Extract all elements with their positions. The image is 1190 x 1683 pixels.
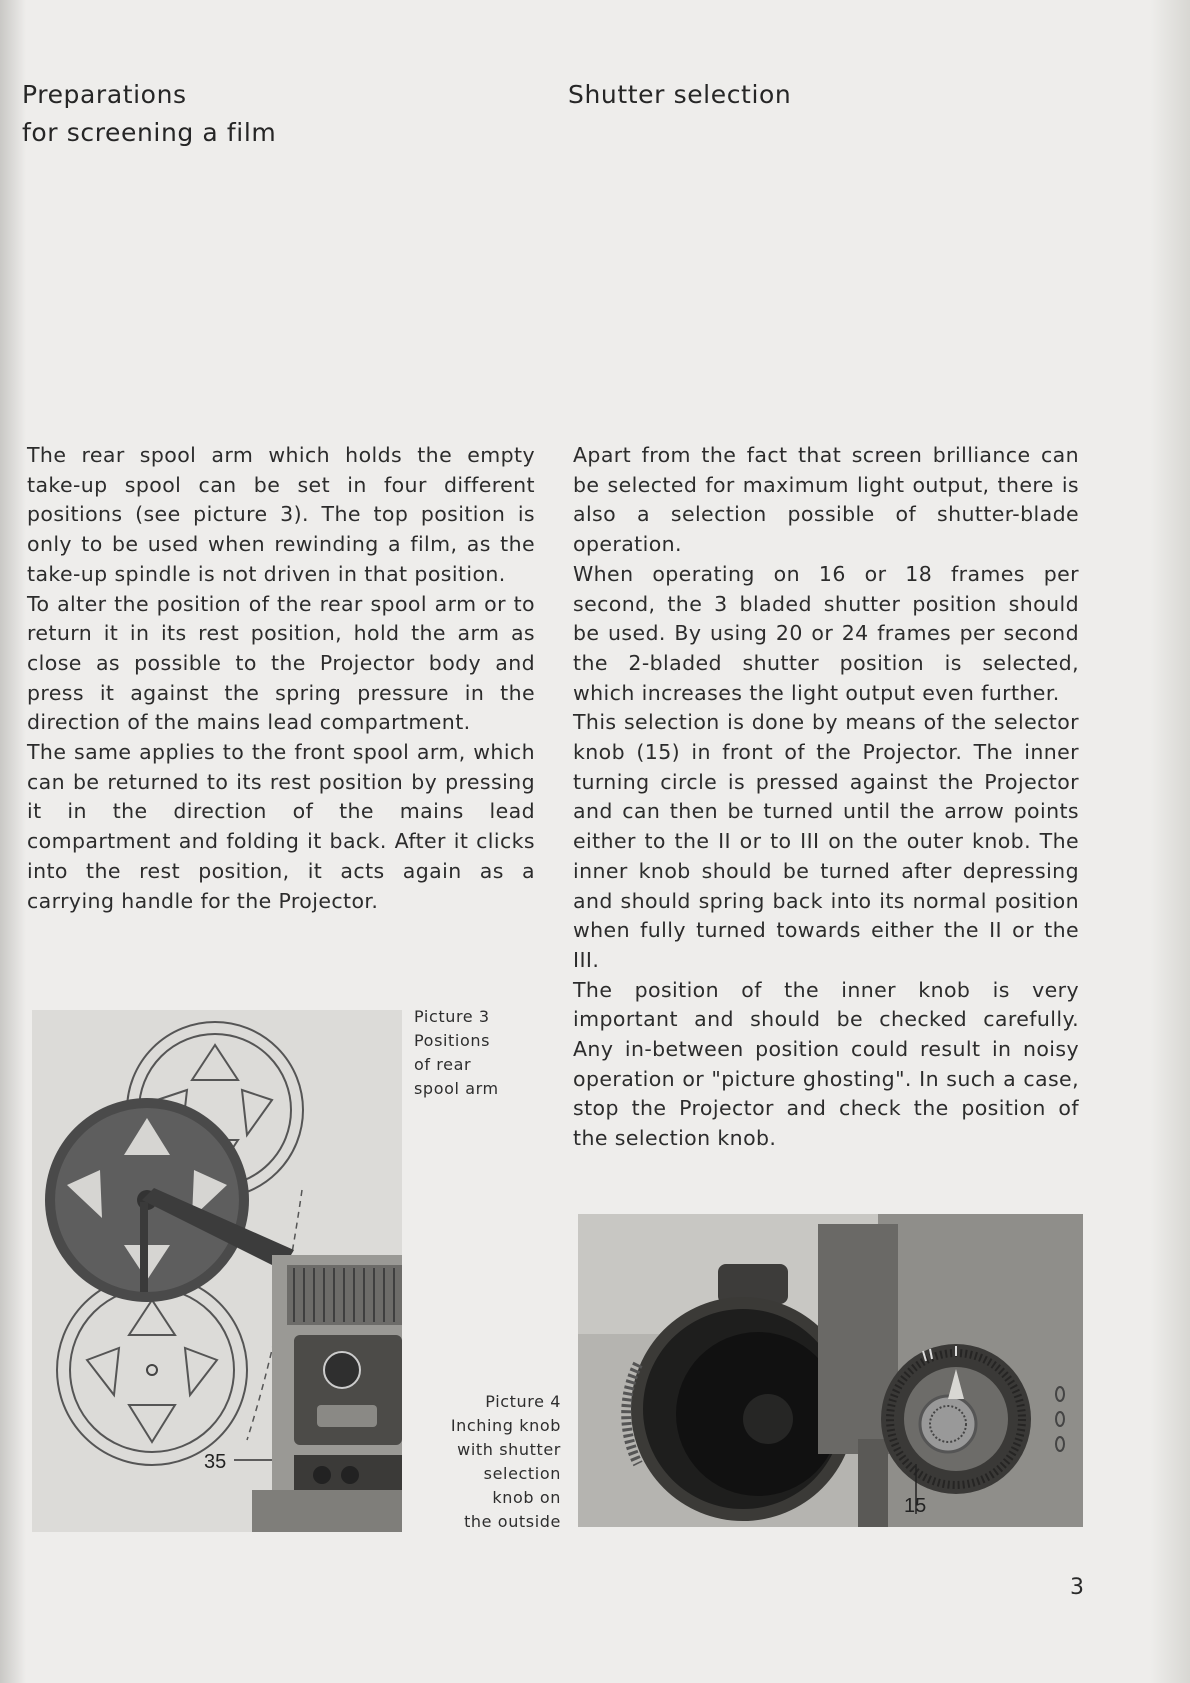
- caption-line: knob on: [492, 1488, 561, 1507]
- page-shadow-left: [0, 0, 26, 1683]
- paragraph: This selection is done by means of the selector knob (15) in front of the Projector. The inner turning circle is pressed against the Projector and can then be turned until the arrow points either to the II or to III on the outer knob. The inner knob should be turned after depressing and should spring back into its normal position when fully turned towards either the II or the III.: [573, 710, 1079, 972]
- page-number: 3: [1070, 1575, 1084, 1600]
- right-body-text: [573, 441, 1079, 1154]
- caption-line: Picture 4: [485, 1392, 561, 1411]
- picture-3-caption: [414, 1005, 499, 1101]
- caption-line: selection: [483, 1464, 561, 1483]
- picture-4-shutter-knob: [578, 1214, 1083, 1527]
- paragraph: When operating on 16 or 18 frames per second, the 3 bladed shutter position should be used. By using 20 or 24 frames per second the 2-bladed shutter position is selected, which increases the light output even further.: [573, 561, 1079, 705]
- caption-line: Positions: [414, 1031, 491, 1050]
- callout-35: 35: [204, 1451, 227, 1473]
- picture-4-caption: [420, 1390, 561, 1534]
- callout-15: 15: [904, 1495, 927, 1517]
- left-body-text: [27, 441, 535, 916]
- caption-line: of rear: [414, 1055, 472, 1074]
- paragraph: The rear spool arm which holds the empty take-up spool can be set in four different positions (see picture 3). The top position is only to be used when rewinding a film, as the take-up spindle is not driven in that position.: [27, 443, 535, 586]
- page-shadow-right: [1150, 0, 1190, 1683]
- heading-line: for screening a film: [22, 118, 277, 147]
- paragraph: To alter the position of the rear spool arm or to return it in its rest position, hold the arm as close as possible to the Projector body and press it against the spring pressure in the direction of the mains lead compartment.: [27, 591, 535, 735]
- paragraph: The position of the inner knob is very important and should be checked carefully. Any in-between position could result in noisy operation or "picture ghosting". In such a case, stop the Projector and check the position of the selection knob.: [573, 977, 1079, 1151]
- heading-line: Preparations: [22, 80, 187, 109]
- section-heading-shutter-selection: Shutter selection: [568, 80, 792, 109]
- caption-line: Picture 3: [414, 1007, 490, 1026]
- caption-line: the outside: [464, 1512, 561, 1531]
- paragraph: The same applies to the front spool arm, which can be returned to its rest position by pressing it in the direction of the mains lead compartment and folding it back. After it clicks into the rest position, it acts again as a carrying handle for the Projector.: [27, 740, 535, 913]
- caption-line: spool arm: [414, 1079, 499, 1098]
- picture-3-projector-spool-arms: [32, 1010, 402, 1532]
- caption-line: Inching knob: [450, 1416, 561, 1435]
- section-heading-preparations: [22, 76, 276, 152]
- paragraph: Apart from the fact that screen brilliance can be selected for maximum light output, there is also a selection possible of shutter-blade operation.: [573, 443, 1079, 557]
- caption-line: with shutter: [457, 1440, 561, 1459]
